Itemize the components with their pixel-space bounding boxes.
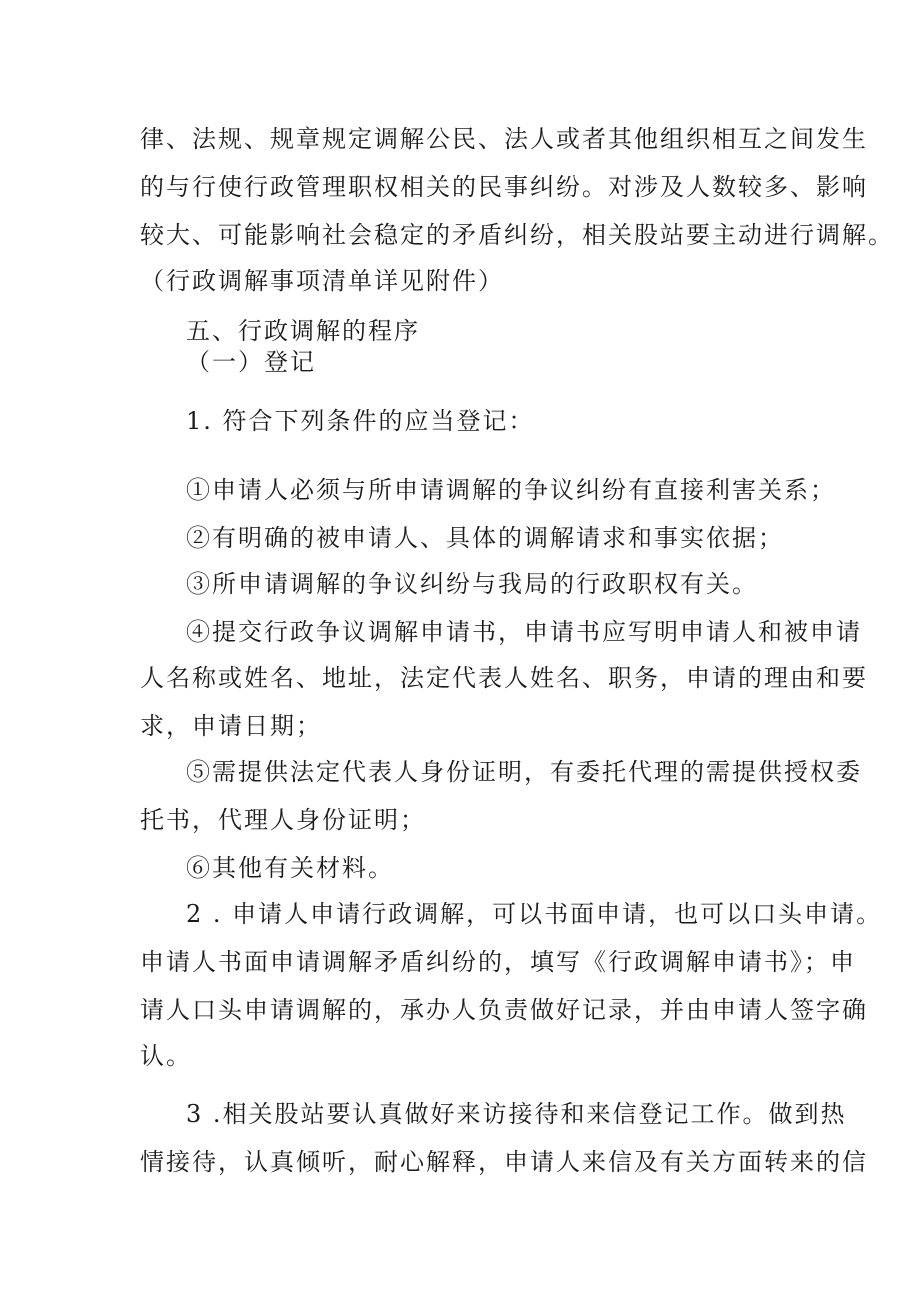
text-line: （行政调解事项清单详见附件） [140,267,504,295]
text-line: 2 . 申请人申请行政调解，可以书面申请，也可以口头申请。 [186,900,883,928]
subsection-heading: （一）登记 [186,348,316,376]
section-heading: 五、行政调解的程序 [186,317,420,345]
text-line: 求，申请日期； [140,712,322,740]
text-line: 3 .相关股站要认真做好来访接待和来信登记工作。做到热 [186,1100,847,1128]
text-line: 1. 符合下列条件的应当登记： [186,407,535,435]
text-line: 申请人书面申请调解矛盾纠纷的，填写《行政调解申请书》；申 [140,948,856,976]
text-line: 人名称或姓名、地址，法定代表人姓名、职务，申请的理由和要 [140,664,868,692]
text-line: 较大、可能影响社会稳定的矛盾纠纷，相关股站要主动进行调解。 [140,221,894,249]
text-line: 请人口头申请调解的，承办人负责做好记录，并由申请人签字确 [140,996,868,1024]
text-line: 律、法规、规章规定调解公民、法人或者其他组织相互之间发生 [140,125,868,153]
list-item: ②有明确的被申请人、具体的调解请求和事实依据； [186,524,784,552]
text-line: 认。 [140,1042,192,1070]
list-item: ③所申请调解的争议纠纷与我局的行政职权有关。 [186,570,758,598]
text-line: 的与行使行政管理职权相关的民事纠纷。对涉及人数较多、影响 [140,173,868,201]
list-item: ①申请人必须与所申请调解的争议纠纷有直接利害关系； [186,476,836,504]
list-item: ⑤需提供法定代表人身份证明，有委托代理的需提供授权委 [186,758,862,786]
list-item: ⑥其他有关材料。 [186,854,394,882]
text-line: 情接待，认真倾听，耐心解释，申请人来信及有关方面转来的信 [140,1148,868,1176]
list-item: ④提交行政争议调解申请书，申请书应写明申请人和被申请 [186,618,862,646]
text-line: 托书，代理人身份证明； [140,806,426,834]
